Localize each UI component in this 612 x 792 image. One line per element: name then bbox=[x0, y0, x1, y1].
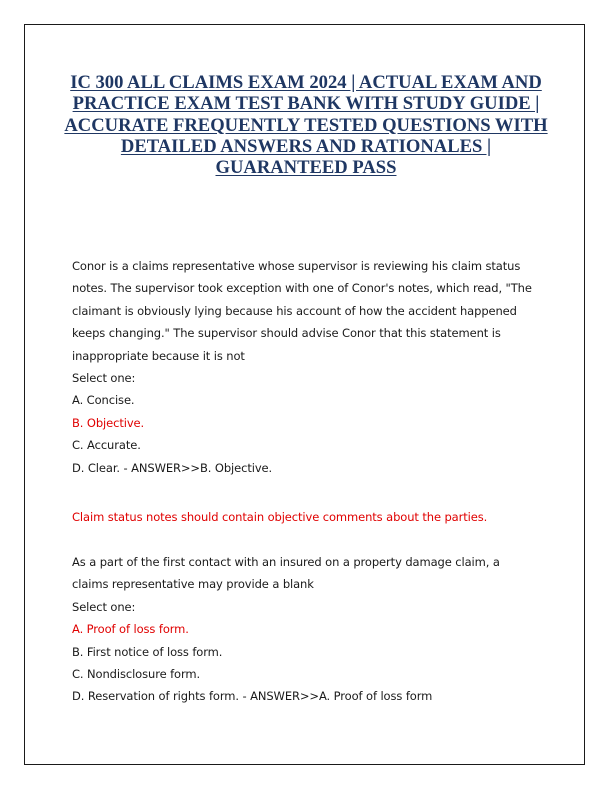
question-1-stem-line: notes. The supervisor took exception with one of Conor's notes, which read, "The bbox=[72, 281, 532, 296]
question-2-select-one: Select one: bbox=[72, 599, 136, 614]
question-2-stem-line: As a part of the first contact with an insured on a property damage claim, a bbox=[72, 555, 500, 569]
question-2 bbox=[72, 551, 542, 708]
question-2-option-c: C. Nondisclosure form. bbox=[72, 666, 201, 681]
question-2-option-b: B. First notice of loss form. bbox=[72, 644, 223, 659]
question-1-stem-line: Conor is a claims representative whose supervisor is reviewing his claim status bbox=[72, 259, 521, 273]
question-1-option-c: C. Accurate. bbox=[72, 438, 141, 453]
question-1-rationale-block bbox=[72, 506, 542, 528]
question-2-stem-line: claims representative may provide a blank bbox=[72, 577, 314, 592]
question-1-option-b-correct: B. Objective. bbox=[72, 415, 145, 430]
question-1-option-d-answer: D. Clear. - ANSWER>>B. Objective. bbox=[72, 460, 273, 475]
question-1-rationale: Claim status notes should contain objective comments about the parties. bbox=[72, 510, 488, 524]
question-1-stem-line: claimant is obviously lying because his account of how the accident happened bbox=[72, 303, 517, 318]
question-1-stem-line: inappropriate because it is not bbox=[72, 348, 245, 363]
question-2-option-d-answer: D. Reservation of rights form. - ANSWER>>A. Proof of loss form bbox=[72, 689, 433, 704]
question-1-select-one: Select one: bbox=[72, 370, 136, 385]
document-title: IC 300 ALL CLAIMS EXAM 2024 | ACTUAL EXAM AND PRACTICE EXAM TEST BANK WITH STUDY GUIDE | ACCURATE FREQUENTLY TESTED QUESTIONS WITH DETAILED ANSWERS AND RATIONALES | GUARANTEED PASS bbox=[64, 72, 548, 179]
question-1-option-a: A. Concise. bbox=[72, 393, 135, 408]
question-1-stem-line: keeps changing." The supervisor should advise Conor that this statement is bbox=[72, 326, 501, 341]
question-2-option-a-correct: A. Proof of loss form. bbox=[72, 622, 189, 637]
question-1 bbox=[72, 255, 542, 479]
